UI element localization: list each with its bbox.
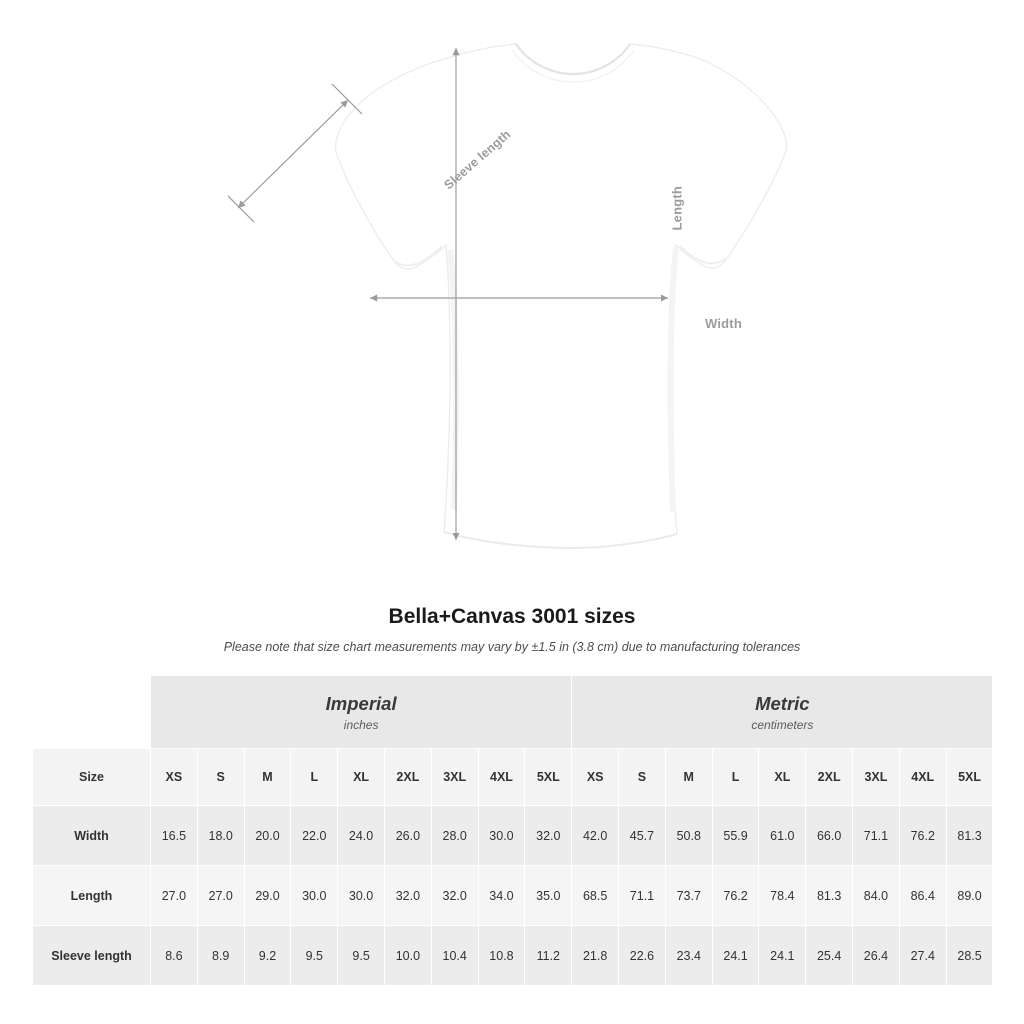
size-chart-table: [32, 675, 993, 986]
row-label-length: Length: [33, 866, 151, 926]
cell-width-metric-3xl: 71.1: [853, 806, 900, 866]
size-header-row: [33, 749, 993, 806]
cell-width-imperial-2xl: 26.0: [384, 806, 431, 866]
cell-sleeve-imperial-l: 9.5: [291, 926, 338, 986]
cell-sleeve-imperial-s: 8.9: [197, 926, 244, 986]
cell-length-metric-l: 76.2: [712, 866, 759, 926]
shirt-body-shape: [335, 44, 786, 548]
cell-length-imperial-4xl: 34.0: [478, 866, 525, 926]
cell-length-metric-xs: 68.5: [572, 866, 619, 926]
cell-width-metric-xs: 42.0: [572, 806, 619, 866]
size-header-metric-2xl: 2XL: [806, 749, 853, 806]
cell-sleeve-metric-2xl: 25.4: [806, 926, 853, 986]
cell-width-metric-5xl: 81.3: [946, 806, 993, 866]
unit-group-imperial: [151, 676, 572, 749]
cell-sleeve-imperial-xl: 9.5: [338, 926, 385, 986]
cell-length-metric-m: 73.7: [665, 866, 712, 926]
cell-width-imperial-4xl: 30.0: [478, 806, 525, 866]
cell-width-metric-m: 50.8: [665, 806, 712, 866]
cell-length-imperial-l: 30.0: [291, 866, 338, 926]
unit-group-metric-unit: centimeters: [751, 718, 814, 733]
measurement-note: Please note that size chart measurements may vary by ±1.5 in (3.8 cm) due to manufacturing tolerances: [223, 640, 801, 654]
cell-width-metric-2xl: 66.0: [806, 806, 853, 866]
size-header-imperial-2xl: 2XL: [384, 749, 431, 806]
table-row: [33, 806, 993, 866]
cell-sleeve-imperial-xs: 8.6: [151, 926, 198, 986]
row-header-size: Size: [33, 749, 151, 806]
cell-length-imperial-xs: 27.0: [151, 866, 198, 926]
cell-sleeve-metric-xs: 21.8: [572, 926, 619, 986]
cell-sleeve-metric-3xl: 26.4: [853, 926, 900, 986]
cell-width-imperial-s: 18.0: [197, 806, 244, 866]
cell-length-imperial-xl: 30.0: [338, 866, 385, 926]
tshirt-graphic: [228, 40, 798, 560]
page-title: Bella+Canvas 3001 sizes: [388, 605, 636, 628]
table-row: [33, 866, 993, 926]
size-header-imperial-5xl: 5XL: [525, 749, 572, 806]
cell-width-imperial-l: 22.0: [291, 806, 338, 866]
tshirt-svg: [228, 40, 798, 560]
size-header-metric-l: L: [712, 749, 759, 806]
cell-length-metric-xl: 78.4: [759, 866, 806, 926]
cell-sleeve-imperial-5xl: 11.2: [525, 926, 572, 986]
row-label-sleeve-length: Sleeve length: [33, 926, 151, 986]
size-header-imperial-s: S: [197, 749, 244, 806]
cell-width-imperial-m: 20.0: [244, 806, 291, 866]
size-header-imperial-4xl: 4XL: [478, 749, 525, 806]
cell-width-imperial-xs: 16.5: [151, 806, 198, 866]
cell-width-metric-4xl: 76.2: [899, 806, 946, 866]
cell-length-imperial-5xl: 35.0: [525, 866, 572, 926]
cell-sleeve-imperial-2xl: 10.0: [384, 926, 431, 986]
cell-sleeve-metric-4xl: 27.4: [899, 926, 946, 986]
cell-width-imperial-xl: 24.0: [338, 806, 385, 866]
cell-sleeve-metric-xl: 24.1: [759, 926, 806, 986]
size-header-metric-3xl: 3XL: [853, 749, 900, 806]
cell-length-metric-5xl: 89.0: [946, 866, 993, 926]
cell-length-metric-4xl: 86.4: [899, 866, 946, 926]
cell-length-imperial-s: 27.0: [197, 866, 244, 926]
cell-length-imperial-m: 29.0: [244, 866, 291, 926]
size-header-metric-xl: XL: [759, 749, 806, 806]
cell-width-imperial-5xl: 32.0: [525, 806, 572, 866]
unit-group-metric-title: Metric: [755, 692, 810, 714]
cell-width-imperial-3xl: 28.0: [431, 806, 478, 866]
size-header-imperial-xl: XL: [338, 749, 385, 806]
size-header-metric-5xl: 5XL: [946, 749, 993, 806]
cell-width-metric-l: 55.9: [712, 806, 759, 866]
size-header-imperial-l: L: [291, 749, 338, 806]
size-header-metric-xs: XS: [572, 749, 619, 806]
corner-cell: [33, 676, 151, 749]
row-label-width: Width: [33, 806, 151, 866]
cell-sleeve-metric-l: 24.1: [712, 926, 759, 986]
size-chart-table-wrap: [32, 675, 992, 986]
size-header-imperial-xs: XS: [151, 749, 198, 806]
cell-sleeve-imperial-4xl: 10.8: [478, 926, 525, 986]
cell-length-imperial-2xl: 32.0: [384, 866, 431, 926]
cell-length-metric-3xl: 84.0: [853, 866, 900, 926]
size-header-metric-m: M: [665, 749, 712, 806]
unit-group-header-row: [33, 676, 993, 749]
length-label: Length: [669, 185, 685, 231]
cell-length-imperial-3xl: 32.0: [431, 866, 478, 926]
cell-length-metric-2xl: 81.3: [806, 866, 853, 926]
cell-sleeve-metric-5xl: 28.5: [946, 926, 993, 986]
sleeve-length-label: Sleeve length: [441, 127, 514, 193]
unit-group-imperial-title: Imperial: [325, 692, 397, 714]
table-row: [33, 926, 993, 986]
cell-width-metric-s: 45.7: [619, 806, 666, 866]
size-header-metric-s: S: [619, 749, 666, 806]
unit-group-imperial-unit: inches: [343, 718, 379, 733]
width-label: Width: [705, 316, 742, 331]
size-header-imperial-m: M: [244, 749, 291, 806]
size-header-imperial-3xl: 3XL: [431, 749, 478, 806]
cell-width-metric-xl: 61.0: [759, 806, 806, 866]
cell-sleeve-metric-s: 22.6: [619, 926, 666, 986]
unit-group-metric: [572, 676, 993, 749]
size-header-metric-4xl: 4XL: [899, 749, 946, 806]
cell-sleeve-imperial-m: 9.2: [244, 926, 291, 986]
cell-sleeve-metric-m: 23.4: [665, 926, 712, 986]
cell-sleeve-imperial-3xl: 10.4: [431, 926, 478, 986]
cell-length-metric-s: 71.1: [619, 866, 666, 926]
